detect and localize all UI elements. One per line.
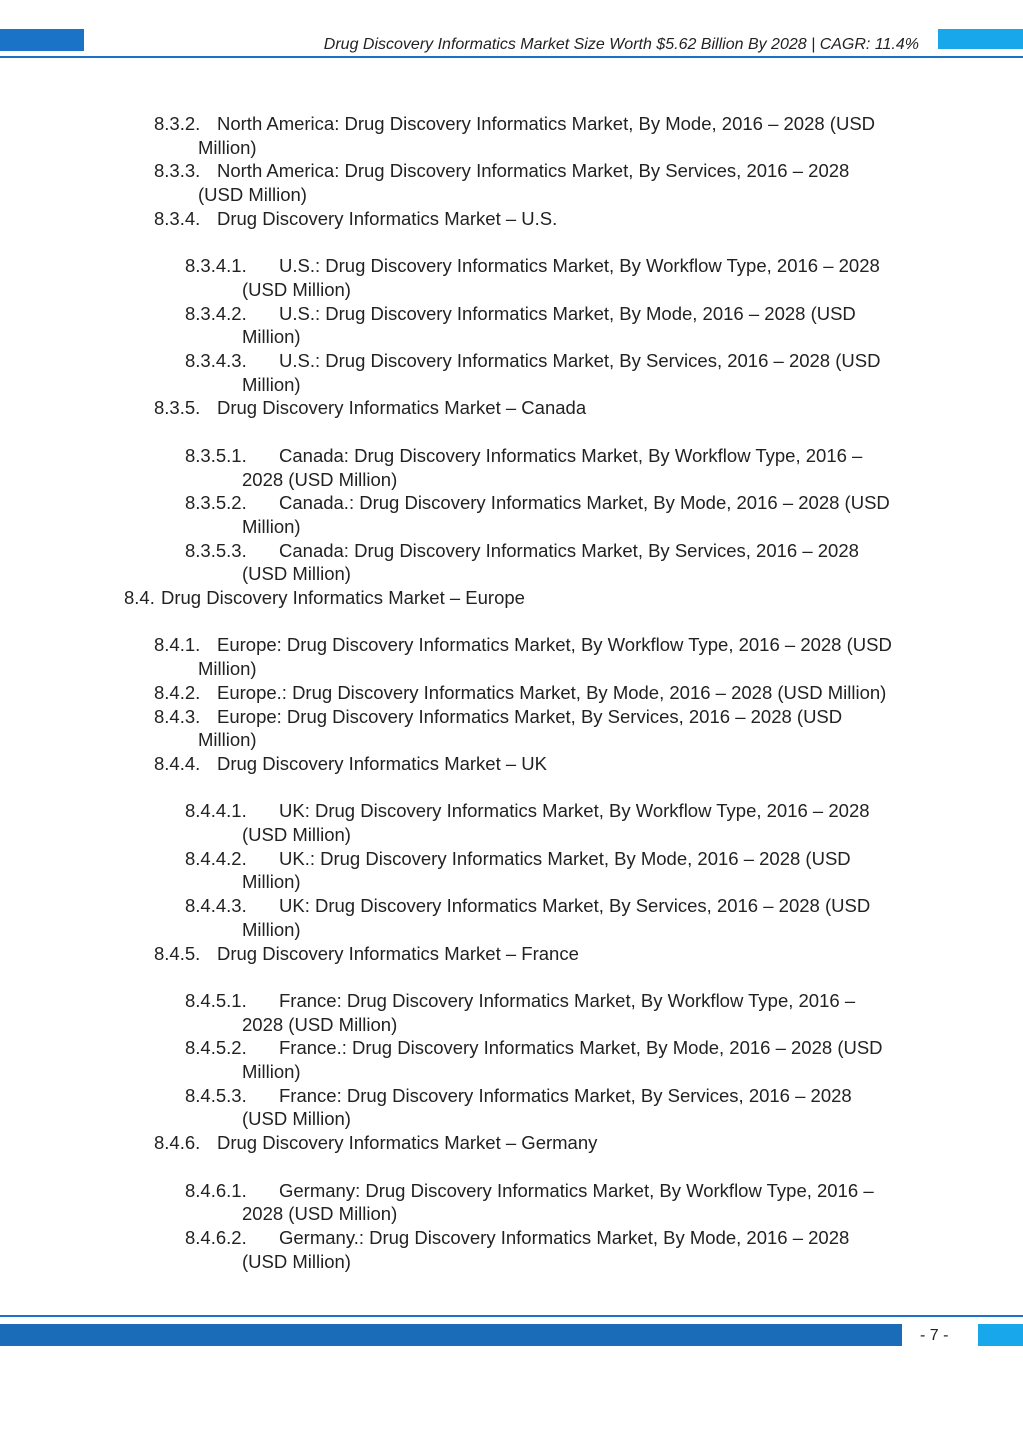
toc-entry-number: 8.4.5. [154,942,201,964]
toc-entry[interactable] [185,1179,1023,1226]
toc-entry-text-cont: (USD Million) [242,1250,351,1272]
toc-entry-text: Drug Discovery Informatics Market – Europe [161,587,525,609]
toc-entry-text-cont: 2028 (USD Million) [242,1013,398,1035]
toc-entry[interactable] [185,1036,1023,1083]
toc-entry-text-cont: Million) [242,515,301,537]
toc-entry[interactable] [185,539,1023,586]
toc-entry-number: 8.4.6. [154,1132,201,1154]
toc-entry[interactable] [154,159,1023,206]
toc-entry[interactable] [154,633,1023,680]
toc-entry-text-cont: (USD Million) [242,278,351,300]
toc-entry[interactable] [185,1226,1023,1273]
toc-entry[interactable] [154,752,1023,776]
toc-entry-text-cont: (USD Million) [198,184,307,206]
toc-entry-number: 8.4.5.1. [185,989,247,1011]
footer-accent-bar [0,1324,902,1346]
toc-entry-text: Drug Discovery Informatics Market – U.S. [217,207,558,229]
toc-entry-text-cont: 2028 (USD Million) [242,1203,398,1225]
header-rule [0,56,1023,58]
toc-entry-text: Drug Discovery Informatics Market – Germany [217,1132,598,1154]
toc-entry[interactable] [185,989,1023,1036]
toc-entry-number: 8.4. [124,587,155,609]
toc-entry-text: Canada.: Drug Discovery Informatics Market, By Mode, 2016 – 2028 (USD [279,492,890,514]
toc-entry-number: 8.4.2. [154,681,201,703]
toc-entry[interactable] [154,1131,1023,1155]
toc-entry[interactable] [154,112,1023,159]
footer-rule [0,1315,1023,1317]
toc-entry[interactable] [185,302,1023,349]
toc-entry[interactable] [154,396,1023,420]
toc-entry[interactable] [185,349,1023,396]
toc-entry-text-cont: 2028 (USD Million) [242,468,398,490]
toc-entry-text: North America: Drug Discovery Informatics Market, By Services, 2016 – 2028 [217,160,850,182]
toc-entry-text-cont: Million) [198,729,257,751]
toc-entry-text-cont: Million) [242,918,301,940]
toc-entry-number: 8.4.4.2. [185,847,247,869]
toc-entry[interactable] [185,491,1023,538]
toc-entry[interactable] [185,847,1023,894]
toc-entry-number: 8.3.5.2. [185,492,247,514]
toc-entry-text: Europe: Drug Discovery Informatics Market, By Workflow Type, 2016 – 2028 (USD [217,634,892,656]
toc-entry-text-cont: (USD Million) [242,824,351,846]
toc-entry-number: 8.4.1. [154,634,201,656]
toc-entry-text: Europe.: Drug Discovery Informatics Market, By Mode, 2016 – 2028 (USD Million) [217,681,887,703]
toc-entry[interactable] [185,894,1023,941]
toc-entry-text: Drug Discovery Informatics Market – Canada [217,397,587,419]
toc-entry[interactable] [185,799,1023,846]
header-accent-left [0,29,84,51]
toc-entry[interactable] [154,681,1023,705]
toc-entry-text-cont: Million) [198,136,257,158]
toc-entry-text: Germany: Drug Discovery Informatics Market, By Workflow Type, 2016 – [279,1179,874,1201]
toc-entry-number: 8.3.5.3. [185,539,247,561]
toc-entry-text: Drug Discovery Informatics Market – UK [217,752,548,774]
toc-entry-number: 8.3.4. [154,207,201,229]
footer-accent-right [978,1324,1023,1346]
toc-entry-text: U.S.: Drug Discovery Informatics Market, By Mode, 2016 – 2028 (USD [279,302,856,324]
toc-entry-number: 8.4.4. [154,752,201,774]
toc-entry[interactable] [124,586,1023,610]
toc-entry-text-cont: Million) [198,658,257,680]
toc-entry-number: 8.3.2. [154,113,201,134]
toc-entry-number: 8.3.4.1. [185,255,247,277]
toc-entry[interactable] [154,705,1023,752]
toc-entry-number: 8.4.6.1. [185,1179,247,1201]
table-of-contents [0,112,1023,1273]
toc-entry-number: 8.4.5.2. [185,1037,247,1059]
toc-entry-text: Drug Discovery Informatics Market – France [217,942,579,964]
header-accent-right [938,29,1023,49]
toc-entry-text: France: Drug Discovery Informatics Market, By Services, 2016 – 2028 [279,1084,852,1106]
toc-entry-text-cont: Million) [242,871,301,893]
toc-entry-number: 8.3.4.2. [185,302,247,324]
toc-entry-text-cont: (USD Million) [242,563,351,585]
toc-entry-text: France: Drug Discovery Informatics Market, By Workflow Type, 2016 – [279,989,856,1011]
toc-entry-text: France.: Drug Discovery Informatics Market, By Mode, 2016 – 2028 (USD [279,1037,883,1059]
toc-entry-number: 8.4.5.3. [185,1084,247,1106]
toc-entry[interactable] [154,207,1023,231]
header-title: Drug Discovery Informatics Market Size Worth $5.62 Billion By 2028 | CAGR: 11.4% [323,36,919,53]
toc-entry-text: Europe: Drug Discovery Informatics Market, By Services, 2016 – 2028 (USD [217,705,843,727]
toc-entry-text: U.S.: Drug Discovery Informatics Market, By Services, 2016 – 2028 (USD [279,350,881,372]
toc-entry-number: 8.4.4.1. [185,800,247,822]
toc-entry-number: 8.4.3. [154,705,201,727]
page-number: - 7 - [920,1327,949,1344]
toc-entry[interactable] [185,444,1023,491]
toc-entry-number: 8.4.4.3. [185,895,247,917]
toc-entry-text-cont: (USD Million) [242,1108,351,1130]
toc-entry-number: 8.3.5.1. [185,444,247,466]
toc-entry-text: Germany.: Drug Discovery Informatics Market, By Mode, 2016 – 2028 [279,1226,850,1248]
toc-entry-number: 8.4.6.2. [185,1226,247,1248]
toc-entry-text: U.S.: Drug Discovery Informatics Market, By Workflow Type, 2016 – 2028 [279,255,880,277]
toc-entry-text: UK: Drug Discovery Informatics Market, By Services, 2016 – 2028 (USD [279,895,871,917]
toc-entry-number: 8.3.5. [154,397,201,419]
toc-entry-text: UK.: Drug Discovery Informatics Market, By Mode, 2016 – 2028 (USD [279,847,851,869]
toc-entry-text: UK: Drug Discovery Informatics Market, By Workflow Type, 2016 – 2028 [279,800,870,822]
toc-entry-text: Canada: Drug Discovery Informatics Market, By Workflow Type, 2016 – [279,444,863,466]
toc-entry-number: 8.3.4.3. [185,350,247,372]
toc-entry-text-cont: Million) [242,326,301,348]
toc-entry-text: Canada: Drug Discovery Informatics Market, By Services, 2016 – 2028 [279,539,859,561]
toc-entry[interactable] [185,254,1023,301]
toc-entry[interactable] [185,1084,1023,1131]
toc-entry-text-cont: Million) [242,373,301,395]
toc-entry-number: 8.3.3. [154,160,201,182]
toc-entry-text: North America: Drug Discovery Informatics Market, By Mode, 2016 – 2028 (USD [217,113,876,134]
toc-entry[interactable] [154,942,1023,966]
toc-entry-text-cont: Million) [242,1061,301,1083]
